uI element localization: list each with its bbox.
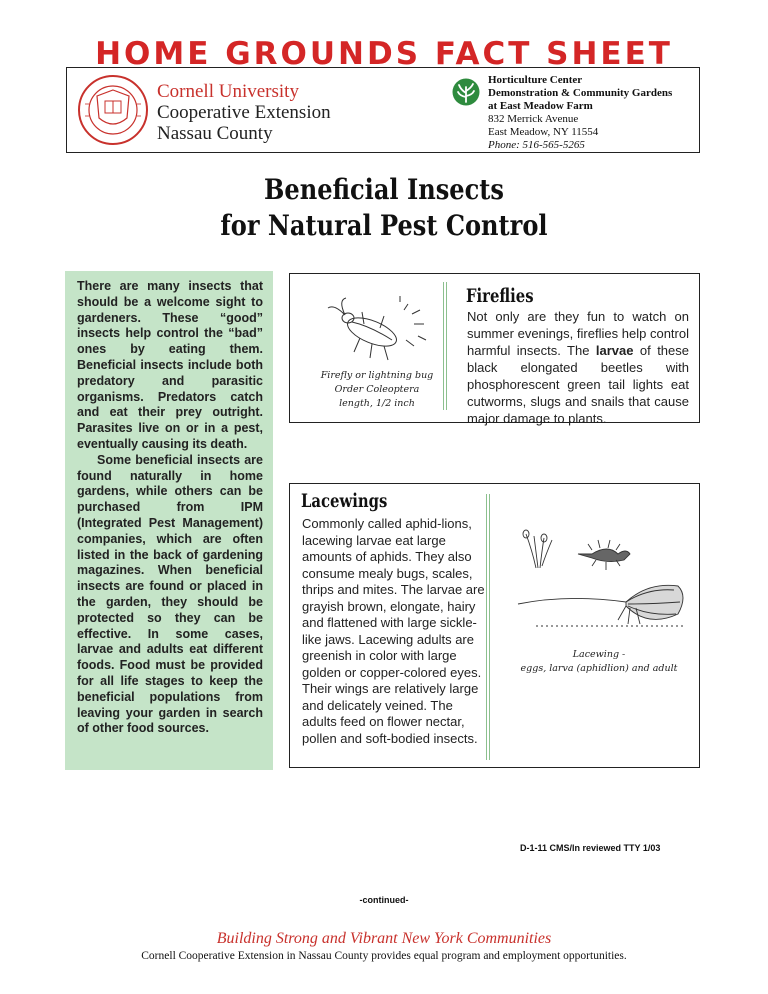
lacewings-divider xyxy=(486,494,490,760)
tagline: Building Strong and Vibrant New York Communities xyxy=(216,930,552,947)
title-line2: for Natural Pest Control xyxy=(220,209,548,242)
firefly-caption-line1: Firefly or lightning bug xyxy=(320,370,434,381)
lacewings-text: Commonly called aphid-lions, lacewing larvae eat large amounts of aphids. They also consume mealy bugs, scales, thrips and mites. The larvae are grayish brown, elongate, hairy and flattened with large sickle-like jaws. Lacewing adults are greenish in color with large golden or copper-colored eyes. Their wings are relatively large and delicately veined. The adults feed on flower nectar, pollen and soft-bodied insects. xyxy=(302,516,485,746)
intro-paragraph-1: There are many insects that should be a welcome sight to gardeners. These “good” insects help control the “bad” ones by eating them. Beneficial insects include both predatory and parasitic organisms. Predators catch and eat their prey outright. Parasites live on or in a pest, eventually causing its death. xyxy=(77,279,263,451)
horticulture-center-info xyxy=(488,74,672,152)
page-title xyxy=(54,172,714,244)
fireflies-title: Fireflies xyxy=(466,285,534,307)
hort-line3: at East Meadow Farm xyxy=(488,100,593,112)
fireflies-text-part1: Not only are they fun to watch on summer evenings, fireflies help control harmful insects. The xyxy=(467,309,689,358)
cornell-seal-logo xyxy=(77,74,149,146)
firefly-caption-line3: length, 1/2 inch xyxy=(339,398,415,409)
firefly-caption xyxy=(312,369,442,411)
lacewing-illustration xyxy=(508,524,694,646)
fireflies-card xyxy=(289,273,700,426)
cornell-university: Cornell University xyxy=(157,81,299,102)
fireflies-text-part2: of these black elongated beetles with phosphorescent green tail lights eat cutworms, slugs and snails that cause major damage to plants. xyxy=(467,343,689,426)
masthead: HOME GROUNDS FACT SHEET xyxy=(95,36,673,72)
nassau-county: Nassau County xyxy=(157,123,273,144)
lacewings-title: Lacewings xyxy=(301,490,388,512)
cooperative-extension: Cooperative Extension xyxy=(157,102,331,123)
phone: Phone: 516-565-5265 xyxy=(488,139,585,151)
hort-line2: Demonstration & Community Gardens xyxy=(488,87,673,99)
lacewing-caption-line2: eggs, larva (aphidlion) and adult xyxy=(520,663,678,674)
fireflies-divider xyxy=(443,282,447,410)
fireflies-text xyxy=(467,308,689,427)
header-box xyxy=(66,67,700,153)
horticulture-leaf-logo xyxy=(452,78,480,106)
lacewing-caption-line1: Lacewing - xyxy=(572,649,626,660)
intro-paragraph-2: Some beneficial insects are found naturally in home gardens, while others can be purchased from IPM (Integrated Pest Management) companies, which are often listed in the back of gardening magazines. When beneficial insects are found or placed in the garden, they should be protected so they can be effective. In some cases, larvae and adults eat different foods. Food must be provided for all life stages to keep the beneficial populations from leaving your garden in search of other food sources. xyxy=(77,452,263,736)
lacewings-card xyxy=(289,483,700,768)
intro-sidebar xyxy=(65,271,273,770)
document-reference: D-1-11 CMS/ln reviewed TTY 1/03 xyxy=(520,843,661,853)
firefly-illustration xyxy=(324,292,436,364)
address-line2: East Meadow, NY 11554 xyxy=(488,126,599,138)
hort-line1: Horticulture Center xyxy=(488,74,583,86)
equal-opportunity-statement: Cornell Cooperative Extension in Nassau County provides equal program and employment opportunities. xyxy=(141,950,627,962)
fireflies-text-bold: larvae xyxy=(595,343,634,358)
firefly-caption-line2: Order Coleoptera xyxy=(334,384,420,395)
cornell-name xyxy=(157,81,331,144)
title-line1: Beneficial Insects xyxy=(264,173,504,206)
continued-label: -continued- xyxy=(359,895,409,905)
lacewing-caption xyxy=(502,648,696,676)
address-line1: 832 Merrick Avenue xyxy=(488,113,579,125)
